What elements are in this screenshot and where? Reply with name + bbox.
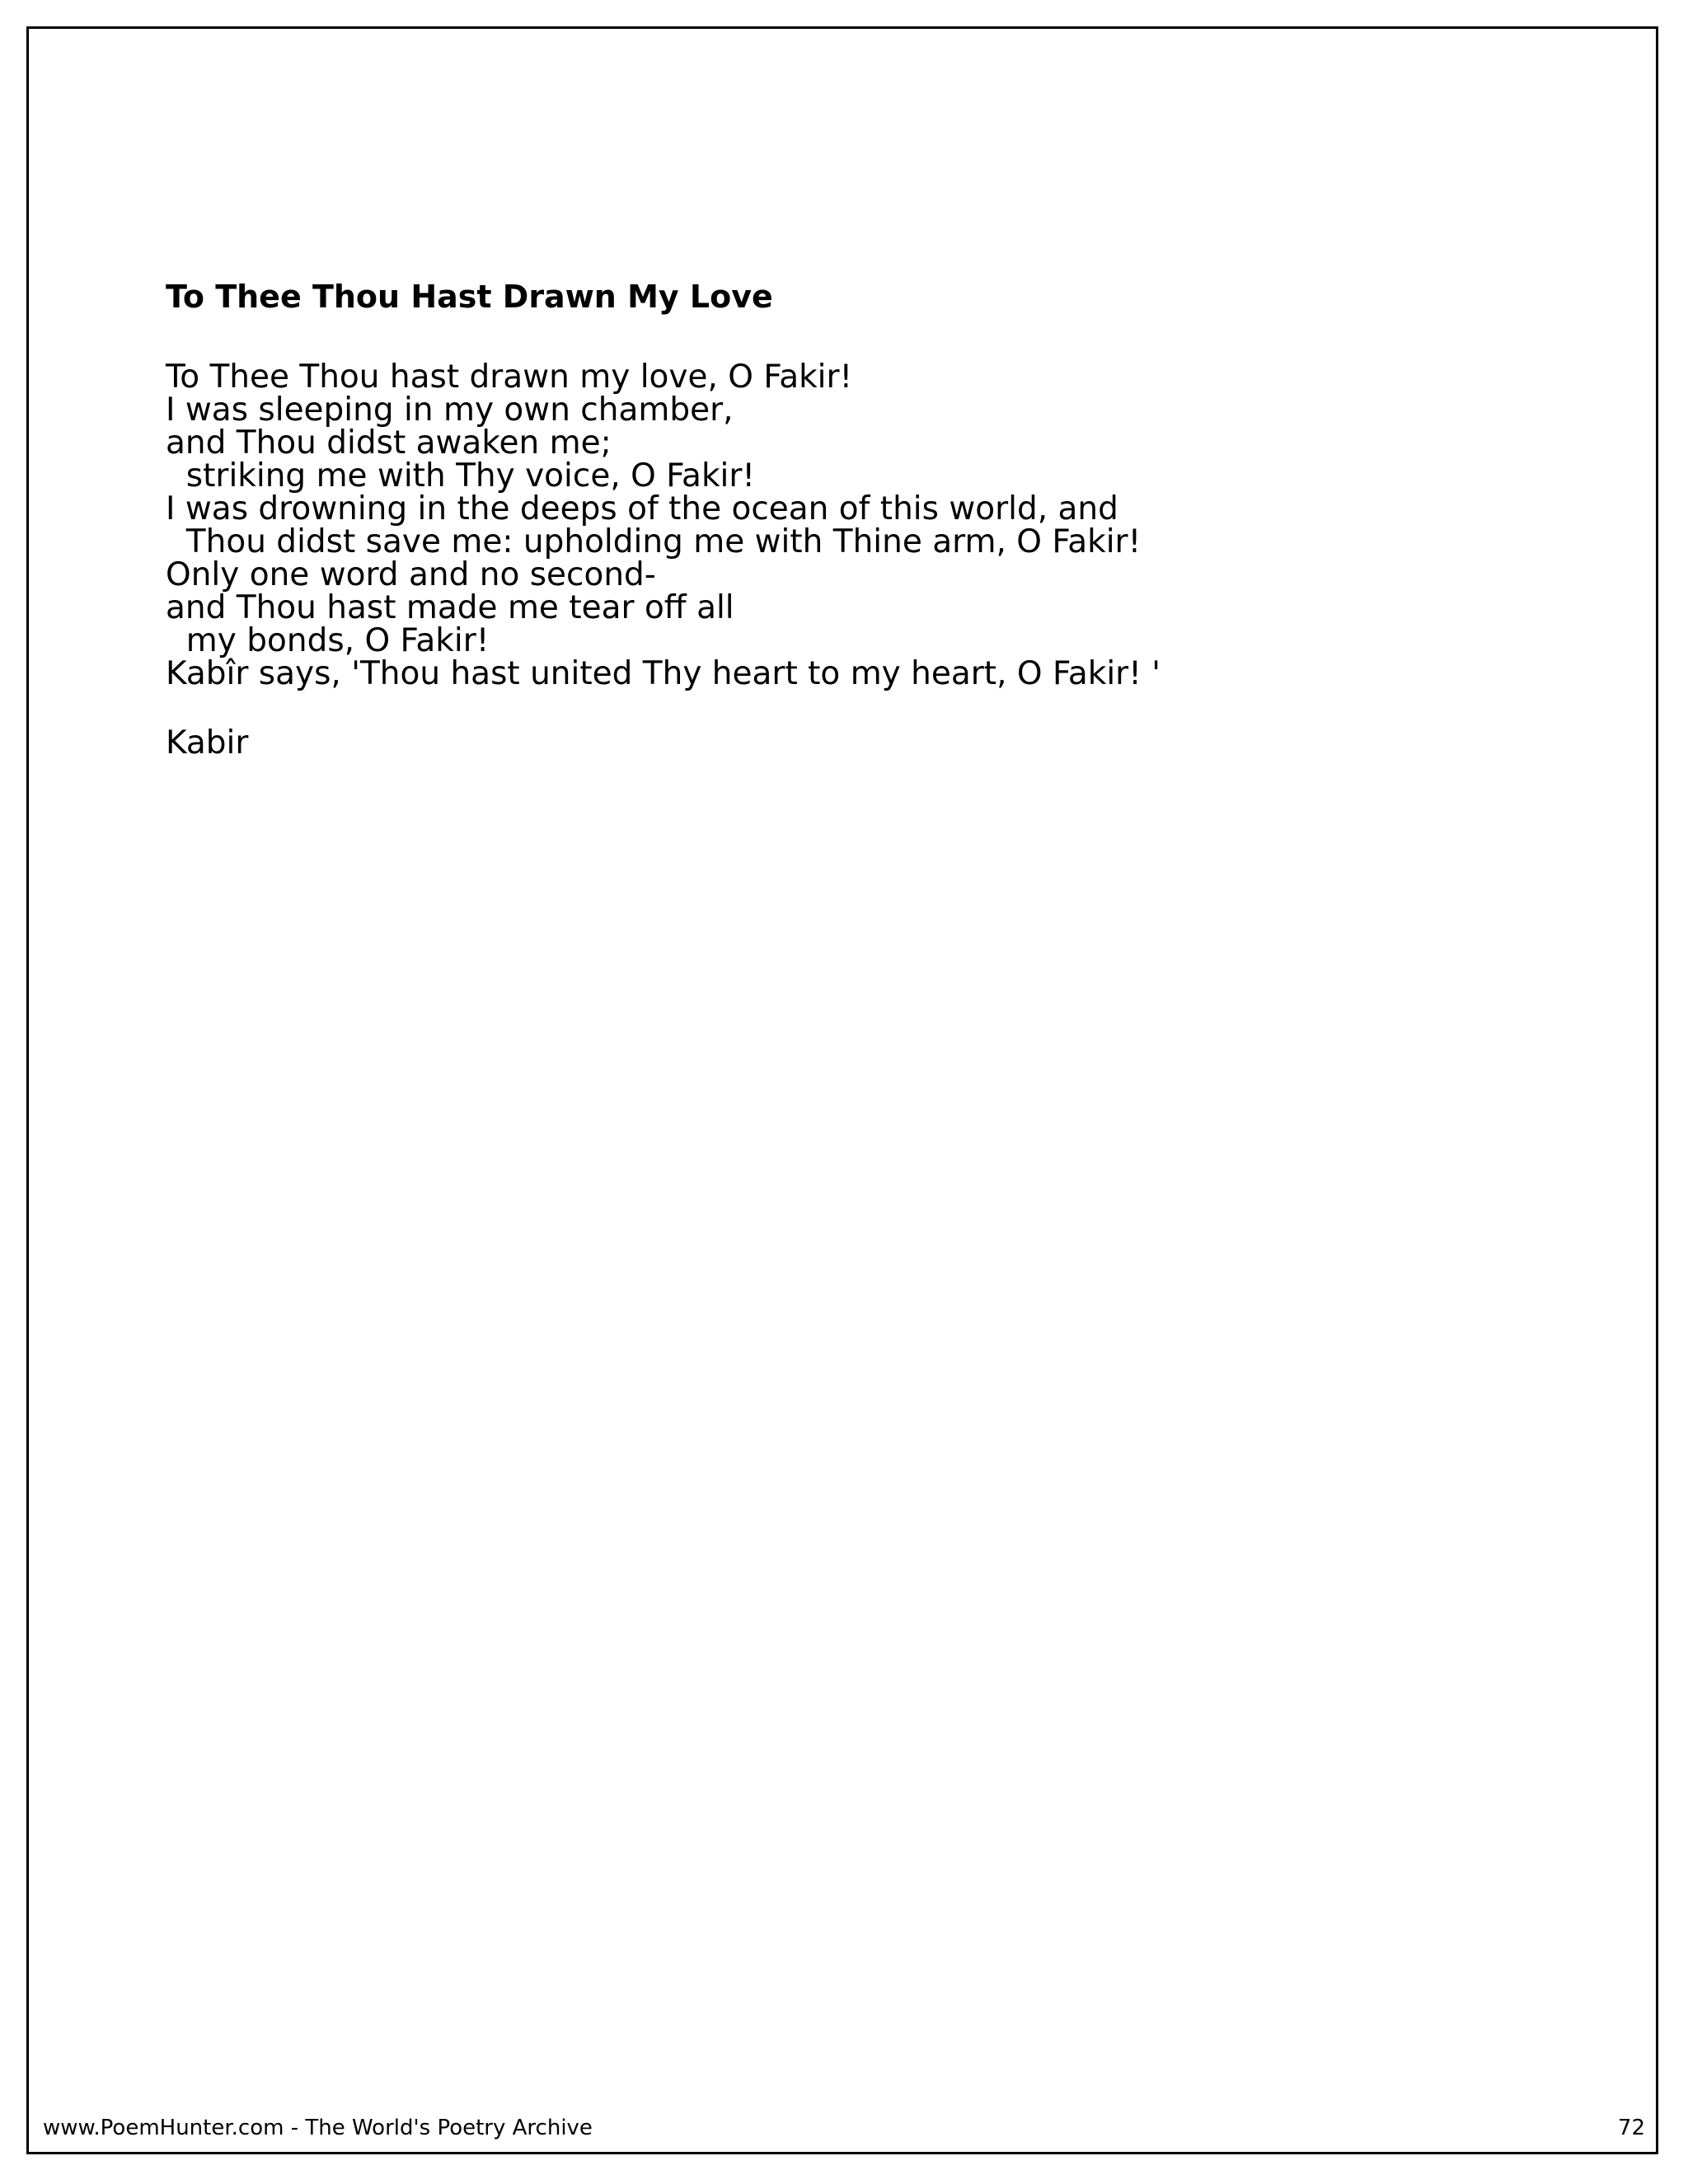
poem-author: Kabir: [166, 724, 249, 762]
poem-title: To Thee Thou Hast Drawn My Love: [166, 279, 773, 315]
poem-line: striking me with Thy voice, O Fakir!: [166, 457, 756, 494]
poem-line: I was drowning in the deeps of the ocean of this world, and: [166, 490, 1118, 527]
poem-body: [166, 361, 1567, 691]
footer-source-text: www.PoemHunter.com - The World's Poetry Archive: [43, 2116, 593, 2140]
poem-line: and Thou hast made me tear off all: [166, 589, 734, 626]
poem-line: Kabîr says, 'Thou hast united Thy heart to my heart, O Fakir! ': [166, 655, 1160, 692]
poem-line: To Thee Thou hast drawn my love, O Fakir!: [166, 359, 853, 396]
poem-line: my bonds, O Fakir!: [166, 622, 490, 659]
poem-line: Only one word and no second-: [166, 556, 656, 593]
poem-line: Thou didst save me: upholding me with Thine arm, O Fakir!: [166, 523, 1142, 560]
poem-line: and Thou didst awaken me;: [166, 424, 612, 462]
page-number: 72: [1617, 2116, 1645, 2140]
poem-line: I was sleeping in my own chamber,: [166, 391, 734, 429]
page-border: [26, 26, 1658, 2154]
